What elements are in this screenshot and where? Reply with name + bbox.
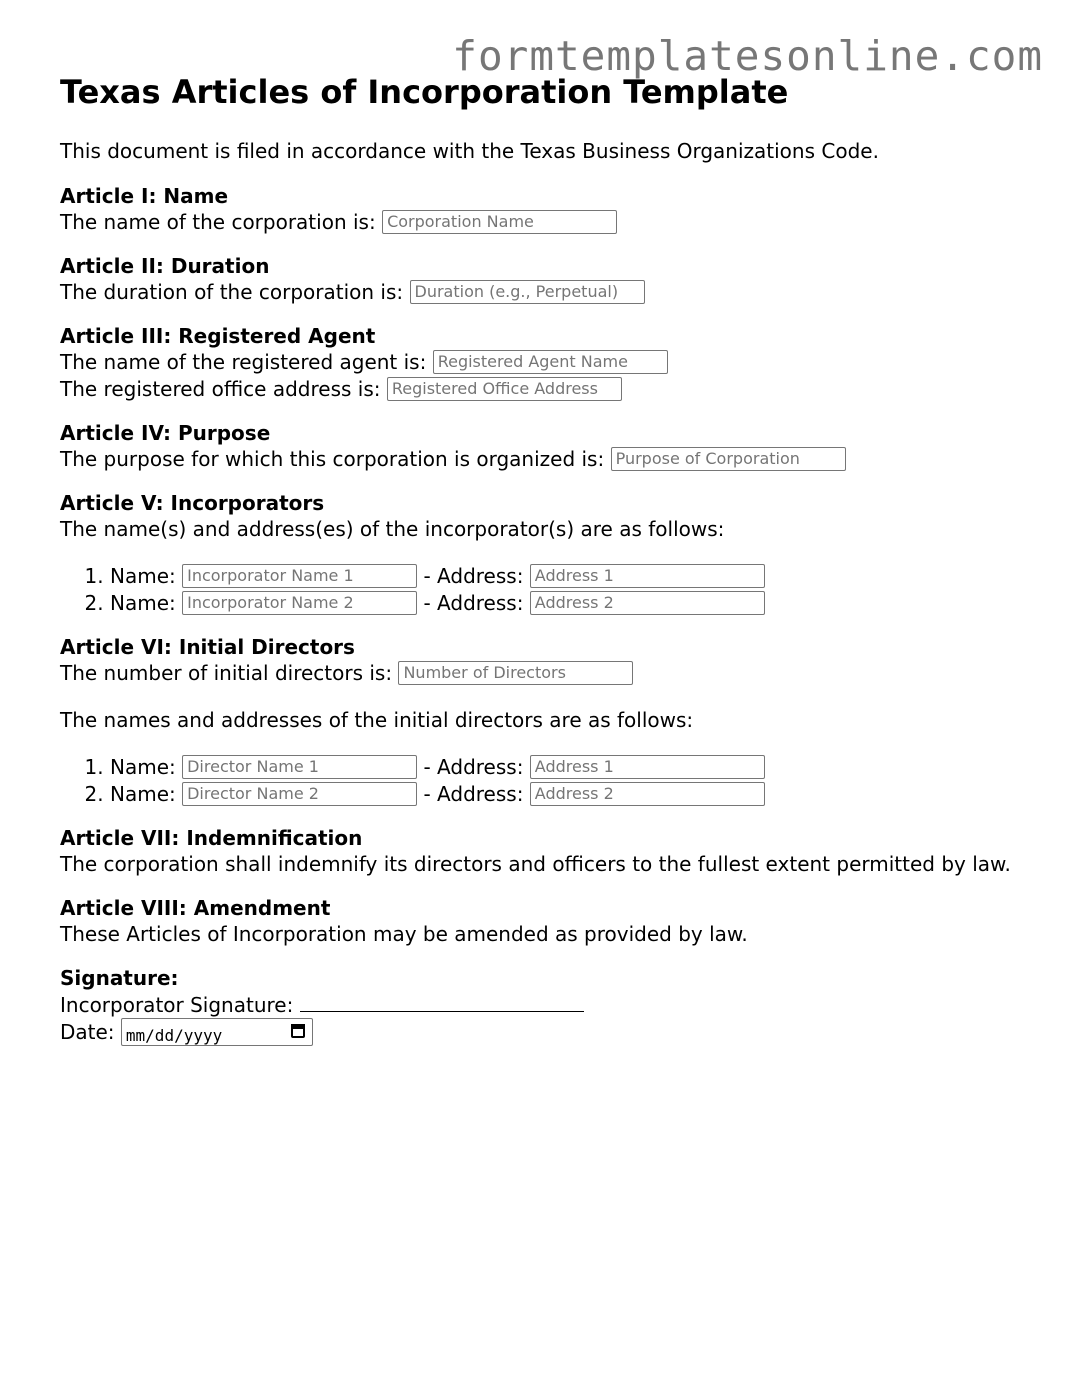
amendment-text: These Articles of Incorporation may be amended as provided by law. [60, 922, 748, 946]
director-entry-2 [110, 781, 1050, 808]
directors-list [60, 754, 1050, 808]
incorporator-address-label: - Address: [423, 564, 524, 588]
director-address-label: - Address: [423, 755, 524, 779]
directors-count-line [60, 660, 1050, 687]
incorporator-signature-label: Incorporator Signature: [60, 993, 294, 1017]
article-2-heading: Article II: Duration [60, 254, 270, 278]
director-address-label: - Address: [423, 782, 524, 806]
article-6-section [60, 635, 1050, 808]
corporation-name-input[interactable] [382, 210, 617, 234]
registered-agent-input[interactable] [433, 350, 668, 374]
incorporator-address-1-input[interactable] [530, 564, 765, 588]
incorporator-address-2-input[interactable] [530, 591, 765, 615]
signature-heading: Signature: [60, 966, 179, 990]
article-4-section [60, 421, 1050, 473]
date-label: Date: [60, 1020, 115, 1044]
article-7-heading: Article VII: Indemnification [60, 826, 363, 850]
registered-office-input[interactable] [387, 377, 622, 401]
date-input[interactable] [121, 1018, 313, 1046]
incorporator-name-label: Name: [110, 591, 176, 615]
registered-office-line [60, 376, 1050, 403]
purpose-input[interactable] [611, 447, 846, 471]
registered-agent-line [60, 349, 1050, 376]
article-5-heading: Article V: Incorporators [60, 491, 325, 515]
registered-agent-label: The name of the registered agent is: [60, 350, 427, 374]
signature-section [60, 966, 1050, 1046]
calendar-icon[interactable] [291, 1024, 305, 1038]
intro-text: This document is filed in accordance with the Texas Business Organizations Code. [60, 139, 879, 163]
incorporator-name-label: Name: [110, 564, 176, 588]
duration-input[interactable] [410, 280, 645, 304]
director-name-1-input[interactable] [182, 755, 417, 779]
signature-line-row [60, 991, 1050, 1019]
incorporators-intro: The name(s) and address(es) of the incorporator(s) are as follows: [60, 517, 725, 541]
incorporator-entry-1 [110, 563, 1050, 590]
article-2-line [60, 279, 1050, 306]
director-entry-1 [110, 754, 1050, 781]
director-address-1-input[interactable] [530, 755, 765, 779]
incorporators-list [60, 563, 1050, 617]
director-address-2-input[interactable] [530, 782, 765, 806]
article-4-heading: Article IV: Purpose [60, 421, 271, 445]
page-title: Texas Articles of Incorporation Template [60, 73, 789, 111]
signature-line[interactable] [300, 991, 584, 1012]
director-name-label: Name: [110, 755, 176, 779]
incorporator-name-2-input[interactable] [182, 591, 417, 615]
article-5-section [60, 491, 1050, 617]
article-6-heading: Article VI: Initial Directors [60, 635, 355, 659]
article-8-heading: Article VIII: Amendment [60, 896, 331, 920]
date-row [60, 1019, 1050, 1046]
article-8-section [60, 896, 1050, 948]
indemnification-text: The corporation shall indemnify its directors and officers to the fullest extent permitted by law. [60, 852, 1011, 876]
corporation-name-label: The name of the corporation is: [60, 210, 376, 234]
directors-count-input[interactable] [398, 661, 633, 685]
article-2-section [60, 254, 1050, 306]
incorporator-name-1-input[interactable] [182, 564, 417, 588]
article-1-line [60, 209, 1050, 236]
date-placeholder: mm/dd/yyyy [125, 1025, 223, 1045]
purpose-label: The purpose for which this corporation is organized is: [60, 447, 605, 471]
article-1-section [60, 184, 1050, 236]
article-1-heading: Article I: Name [60, 184, 229, 208]
article-3-section [60, 324, 1050, 403]
incorporator-address-label: - Address: [423, 591, 524, 615]
directors-count-label: The number of initial directors is: [60, 661, 393, 685]
article-3-heading: Article III: Registered Agent [60, 324, 376, 348]
director-name-2-input[interactable] [182, 782, 417, 806]
registered-office-label: The registered office address is: [60, 377, 381, 401]
duration-label: The duration of the corporation is: [60, 280, 404, 304]
directors-intro: The names and addresses of the initial directors are as follows: [60, 708, 694, 732]
article-7-section [60, 826, 1050, 878]
incorporator-entry-2 [110, 590, 1050, 617]
watermark: formtemplatesonline.com [452, 32, 1043, 80]
document-body [60, 72, 1050, 1046]
director-name-label: Name: [110, 782, 176, 806]
purpose-line [60, 446, 1050, 473]
